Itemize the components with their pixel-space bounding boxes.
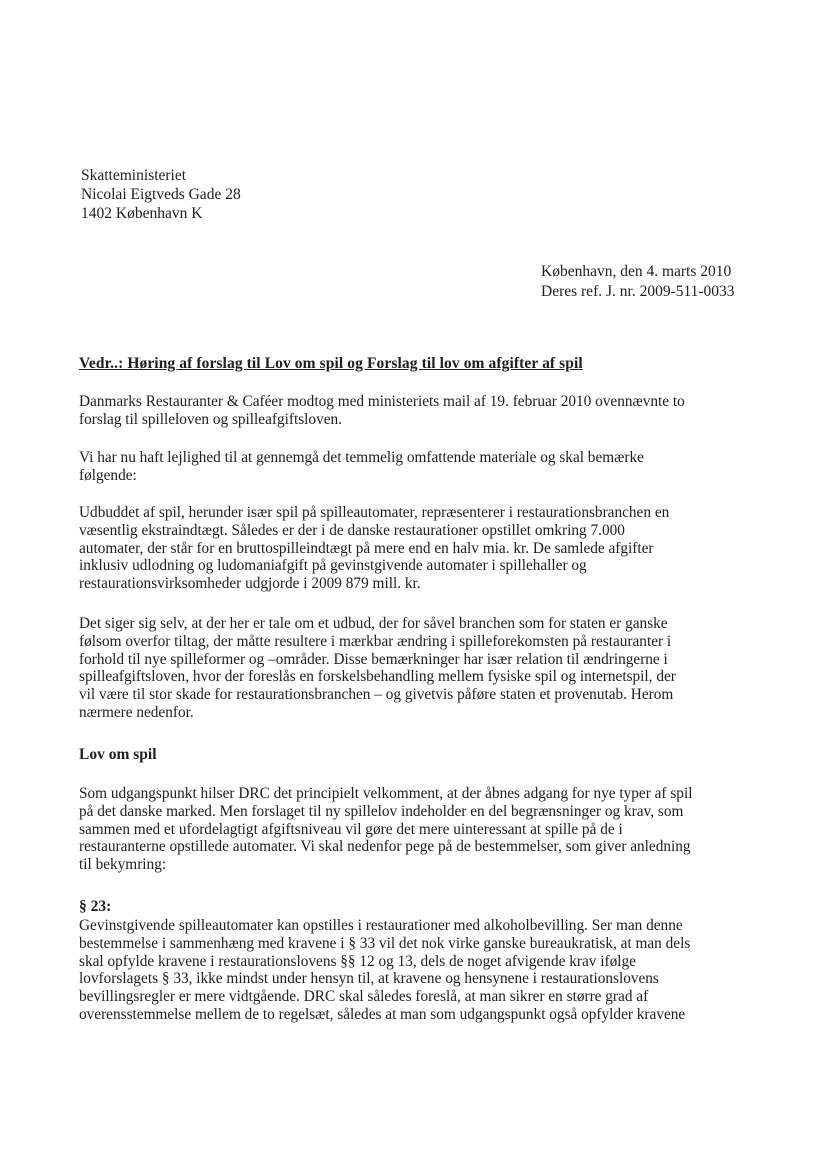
recipient-name: Skatteministeriet bbox=[81, 167, 187, 184]
paragraph-line: restauranterne opstillede automater. Vi skal nedenfor pege på de bestemmelser, som giver anledning bbox=[79, 838, 691, 856]
paragraph-sensitivity bbox=[79, 615, 769, 722]
paragraph-line: forslag til spilleloven og spilleafgiftsloven. bbox=[79, 410, 342, 428]
paragraph-line: følsom overfor tiltag, der måtte resultere i mærkbar ændring i spilleforekomsten på restauranter i bbox=[79, 632, 672, 650]
paragraph-line: Udbuddet af spil, herunder især spil på spilleautomater, repræsenterer i restaurationsbranchen en bbox=[79, 504, 670, 521]
paragraph-review bbox=[79, 449, 769, 485]
paragraph-line: Danmarks Restauranter & Caféer modtog med ministeriets mail af 19. februar 2010 ovennævnte to bbox=[79, 393, 685, 410]
paragraph-line: bevillingsregler er mere vidtgående. DRC skal således foreslå, at man sikrer en større grad af bbox=[79, 988, 649, 1006]
section-heading: Lov om spil bbox=[79, 746, 157, 763]
paragraph-23-heading: § 23: bbox=[79, 898, 112, 915]
paragraph-line: inklusiv udlodning og ludomaniafgift på gevinstgivende automater i spillehaller og bbox=[79, 557, 587, 575]
paragraph-line: restaurationsvirksomheder udgjorde i 2009 879 mill. kr. bbox=[79, 575, 421, 593]
paragraph-line: sammen med et ufordelagtigt afgiftsniveau vil gøre det mere uinteressant at spille på de i bbox=[79, 820, 623, 838]
recipient-street: Nicolai Eigtveds Gade 28 bbox=[81, 186, 241, 203]
paragraph-line: Vi har nu haft lejlighed til at gennemgå det temmelig omfattende materiale og skal bemærke bbox=[79, 449, 644, 466]
paragraph-line: Som udgangspunkt hilser DRC det principielt velkomment, at der åbnes adgang for nye typer af spil bbox=[79, 785, 693, 802]
date-line: København, den 4. marts 2010 bbox=[541, 263, 732, 280]
recipient-address bbox=[81, 166, 241, 223]
recipient-city: 1402 København K bbox=[81, 205, 203, 222]
reference-line: Deres ref. J. nr. 2009-511-0033 bbox=[541, 283, 735, 300]
paragraph-line: følgende: bbox=[79, 466, 137, 484]
paragraph-line: til bekymring: bbox=[79, 856, 167, 874]
paragraph-line: på det danske marked. Men forslaget til ny spillelov indeholder en del begrænsninger og krav, som bbox=[79, 802, 684, 820]
paragraph-line: spilleafgiftsloven, hvor der foreslås en forskelsbehandling mellem fysiske spil og internetspil, der bbox=[79, 668, 676, 686]
paragraph-line: overensstemmelse mellem de to regelsæt, således at man som udgangspunkt også opfylder kravene bbox=[79, 1005, 686, 1023]
paragraph-lov-om-spil bbox=[79, 785, 769, 874]
paragraph-revenue bbox=[79, 504, 769, 593]
paragraph-line: væsentlig ekstraindtægt. Således er der i de danske restaurationer opstillet omkring 7.000 bbox=[79, 521, 625, 539]
paragraph-intro bbox=[79, 393, 769, 429]
paragraph-line: forhold til nye spilleformer og –områder. Disse bemærkninger har især relation til ændringerne i bbox=[79, 650, 668, 668]
paragraph-line: lovforslagets § 33, ikke mindst under hensyn til, at kravene og hensynene i restaurationslovens bbox=[79, 970, 659, 988]
subject-line: Vedr..: Høring af forslag til Lov om spil og Forslag til lov om afgifter af spil bbox=[79, 355, 583, 372]
paragraph-line: bestemmelse i sammenhæng med kravene i § 33 vil det nok virke ganske bureaukratisk, at man dels bbox=[79, 934, 691, 952]
date-reference-block bbox=[541, 262, 735, 302]
paragraph-line: skal opfylde kravene i restaurationslovens §§ 12 og 13, dels de noget afvigende krav ifølge bbox=[79, 952, 636, 970]
paragraph-line: automater, der står for en bruttospilleindtægt på mere end en halv mia. kr. De samlede afgifter bbox=[79, 539, 654, 557]
paragraph-line: nærmere nedenfor. bbox=[79, 703, 194, 721]
paragraph-line: vil være til stor skade for restaurationsbranchen – og givetvis påføre staten et provenutab. Herom bbox=[79, 686, 674, 704]
paragraph-line: Det siger sig selv, at der her er tale om et udbud, der for såvel branchen som for staten er ganske bbox=[79, 615, 668, 632]
paragraph-23-body bbox=[79, 917, 769, 1024]
paragraph-line: Gevinstgivende spilleautomater kan opstilles i restaurationer med alkoholbevilling. Ser man denne bbox=[79, 917, 683, 934]
